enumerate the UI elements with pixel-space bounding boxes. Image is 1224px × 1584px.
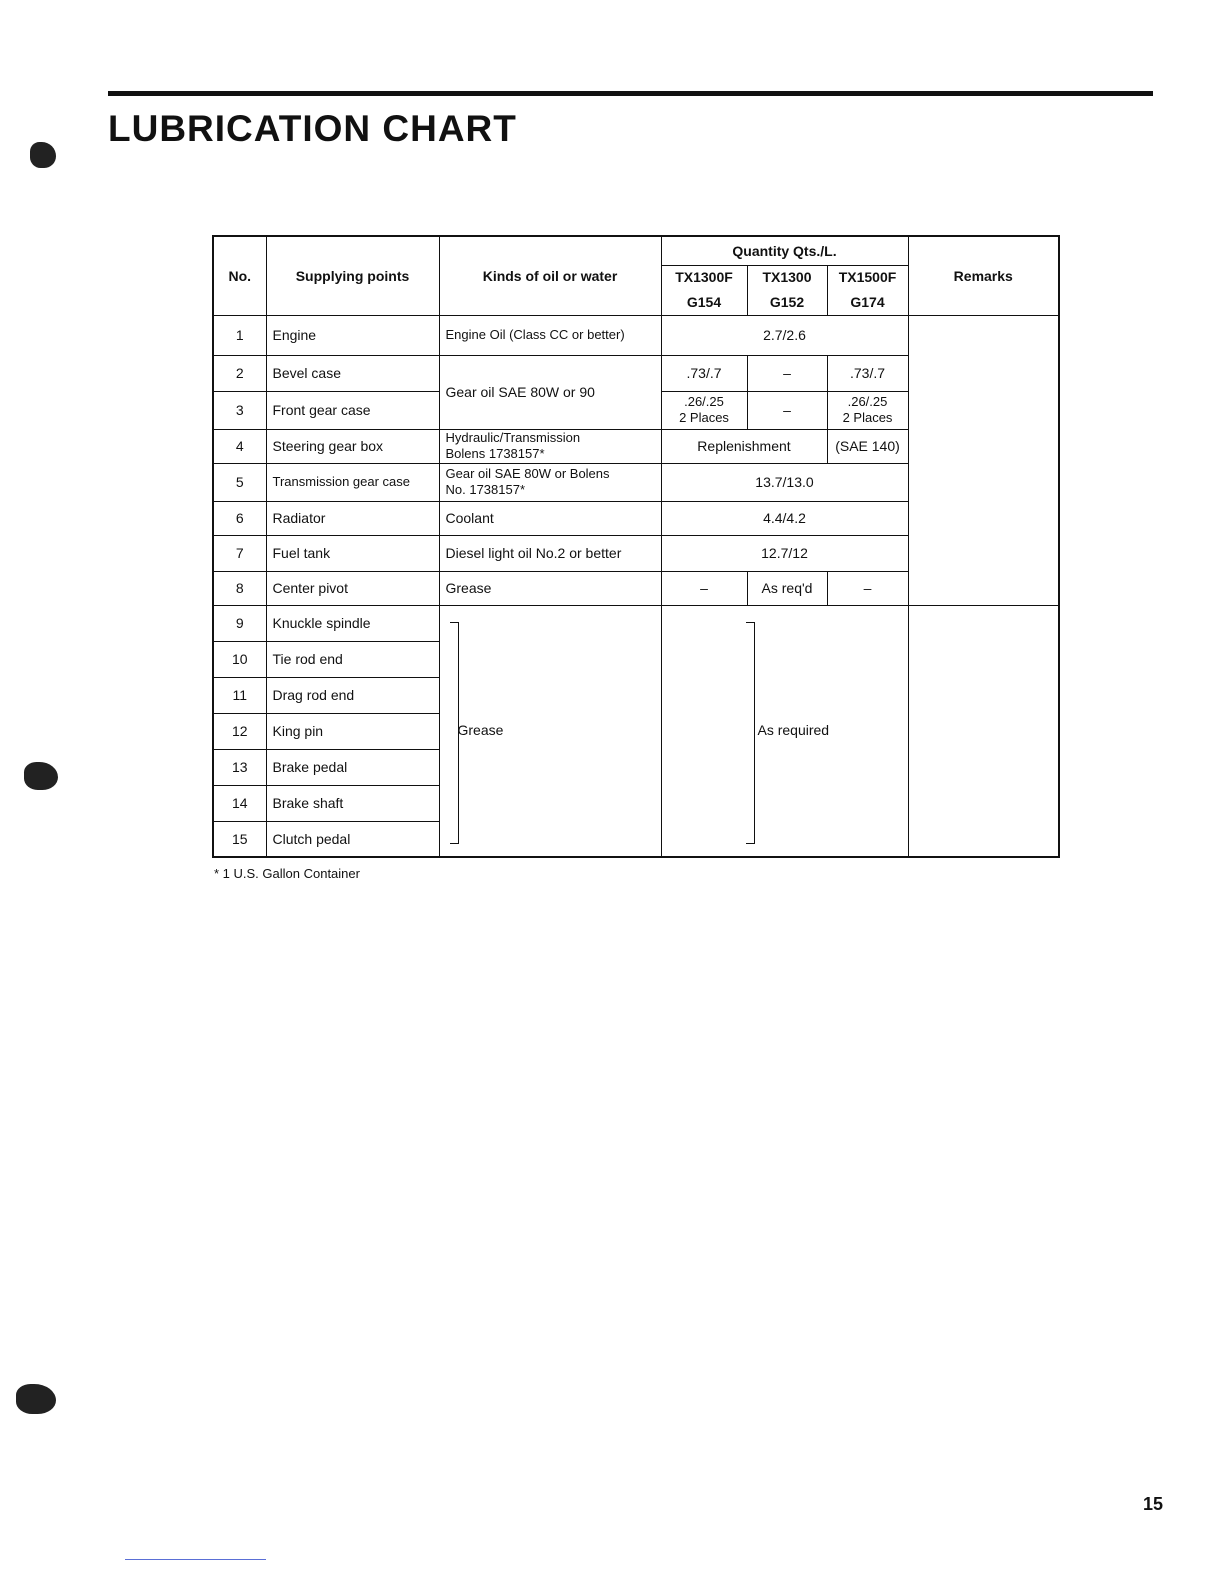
quantity-model-3: – (827, 571, 908, 605)
quantity-model-2: – (747, 355, 827, 391)
row-no: 4 (213, 429, 266, 463)
header-code-1: G154 (661, 289, 747, 315)
supplying-point: Bevel case (266, 355, 439, 391)
supplying-point: Clutch pedal (266, 821, 439, 857)
grease-kind-cell (439, 605, 661, 857)
oil-kind-line: Hydraulic/Transmission (445, 430, 581, 445)
quantity-all: 13.7/13.0 (661, 463, 908, 501)
quantity-model-1: – (661, 571, 747, 605)
lubrication-table (212, 235, 1060, 858)
header-model-3: TX1500F (827, 265, 908, 289)
row-no: 10 (213, 641, 266, 677)
quantity-value: .26/.25 (684, 394, 724, 409)
row-no: 12 (213, 713, 266, 749)
header-code-2: G152 (747, 289, 827, 315)
supplying-point: Fuel tank (266, 535, 439, 571)
oil-kind: Grease (439, 571, 661, 605)
scan-artifact (30, 142, 56, 168)
oil-kind-line: Bolens 1738157* (445, 446, 545, 461)
header-kinds: Kinds of oil or water (439, 236, 661, 315)
supplying-point: Brake shaft (266, 785, 439, 821)
footnote: * 1 U.S. Gallon Container (214, 866, 360, 881)
supplying-point: Tie rod end (266, 641, 439, 677)
quantity-model-1 (661, 391, 747, 429)
oil-kind (439, 429, 661, 463)
supplying-point: Center pivot (266, 571, 439, 605)
grease-kind-label: Grease (457, 721, 504, 738)
oil-kind (439, 463, 661, 501)
quantity-note: 2 Places (679, 410, 729, 425)
quantity-model-2: As req'd (747, 571, 827, 605)
row-no: 13 (213, 749, 266, 785)
bottom-link-line (125, 1559, 266, 1560)
supplying-point: Radiator (266, 501, 439, 535)
grease-quantity-cell (661, 605, 908, 857)
oil-kind: Engine Oil (Class CC or better) (439, 315, 661, 355)
scan-artifact (16, 1384, 56, 1414)
row-no: 2 (213, 355, 266, 391)
row-no: 5 (213, 463, 266, 501)
row-no: 11 (213, 677, 266, 713)
quantity-model-3: .73/.7 (827, 355, 908, 391)
oil-kind-line: No. 1738157* (445, 482, 526, 497)
oil-kind: Gear oil SAE 80W or 90 (439, 355, 661, 429)
row-no: 1 (213, 315, 266, 355)
header-model-1: TX1300F (661, 265, 747, 289)
header-model-2: TX1300 (747, 265, 827, 289)
row-no: 7 (213, 535, 266, 571)
row-no: 3 (213, 391, 266, 429)
header-remarks: Remarks (908, 236, 1059, 315)
quantity-model-3 (827, 391, 908, 429)
top-rule (108, 91, 1153, 96)
supplying-point: Steering gear box (266, 429, 439, 463)
quantity-all: 2.7/2.6 (661, 315, 908, 355)
header-quantity: Quantity Qts./L. (661, 236, 908, 265)
page-title: LUBRICATION CHART (108, 108, 517, 149)
quantity-model-1-2: Replenishment (661, 429, 827, 463)
supplying-point: Transmission gear case (266, 463, 439, 501)
grease-quantity-label: As required (757, 721, 830, 738)
supplying-point: Engine (266, 315, 439, 355)
header-supplying-points: Supplying points (266, 236, 439, 315)
supplying-point: Drag rod end (266, 677, 439, 713)
quantity-model-2: – (747, 391, 827, 429)
quantity-all: 4.4/4.2 (661, 501, 908, 535)
quantity-note: 2 Places (842, 410, 893, 425)
oil-kind-line: Gear oil SAE 80W or Bolens (445, 466, 610, 481)
header-code-3: G174 (827, 289, 908, 315)
quantity-model-1: .73/.7 (661, 355, 747, 391)
supplying-point: Brake pedal (266, 749, 439, 785)
supplying-point: Knuckle spindle (266, 605, 439, 641)
quantity-all: 12.7/12 (661, 535, 908, 571)
row-no: 8 (213, 571, 266, 605)
table-row (213, 605, 1059, 641)
row-no: 6 (213, 501, 266, 535)
remarks-cell (908, 315, 1059, 605)
bracket-right (746, 622, 755, 844)
page-number: 15 (1143, 1494, 1164, 1514)
quantity-value: .26/.25 (847, 394, 888, 409)
row-no: 9 (213, 605, 266, 641)
row-no: 15 (213, 821, 266, 857)
supplying-point: Front gear case (266, 391, 439, 429)
table-row (213, 315, 1059, 355)
scan-artifact (24, 762, 58, 790)
header-no: No. (213, 236, 266, 315)
quantity-model-3: (SAE 140) (827, 429, 908, 463)
row-no: 14 (213, 785, 266, 821)
remarks-cell (908, 605, 1059, 857)
oil-kind: Diesel light oil No.2 or better (439, 535, 661, 571)
oil-kind: Coolant (439, 501, 661, 535)
supplying-point: King pin (266, 713, 439, 749)
